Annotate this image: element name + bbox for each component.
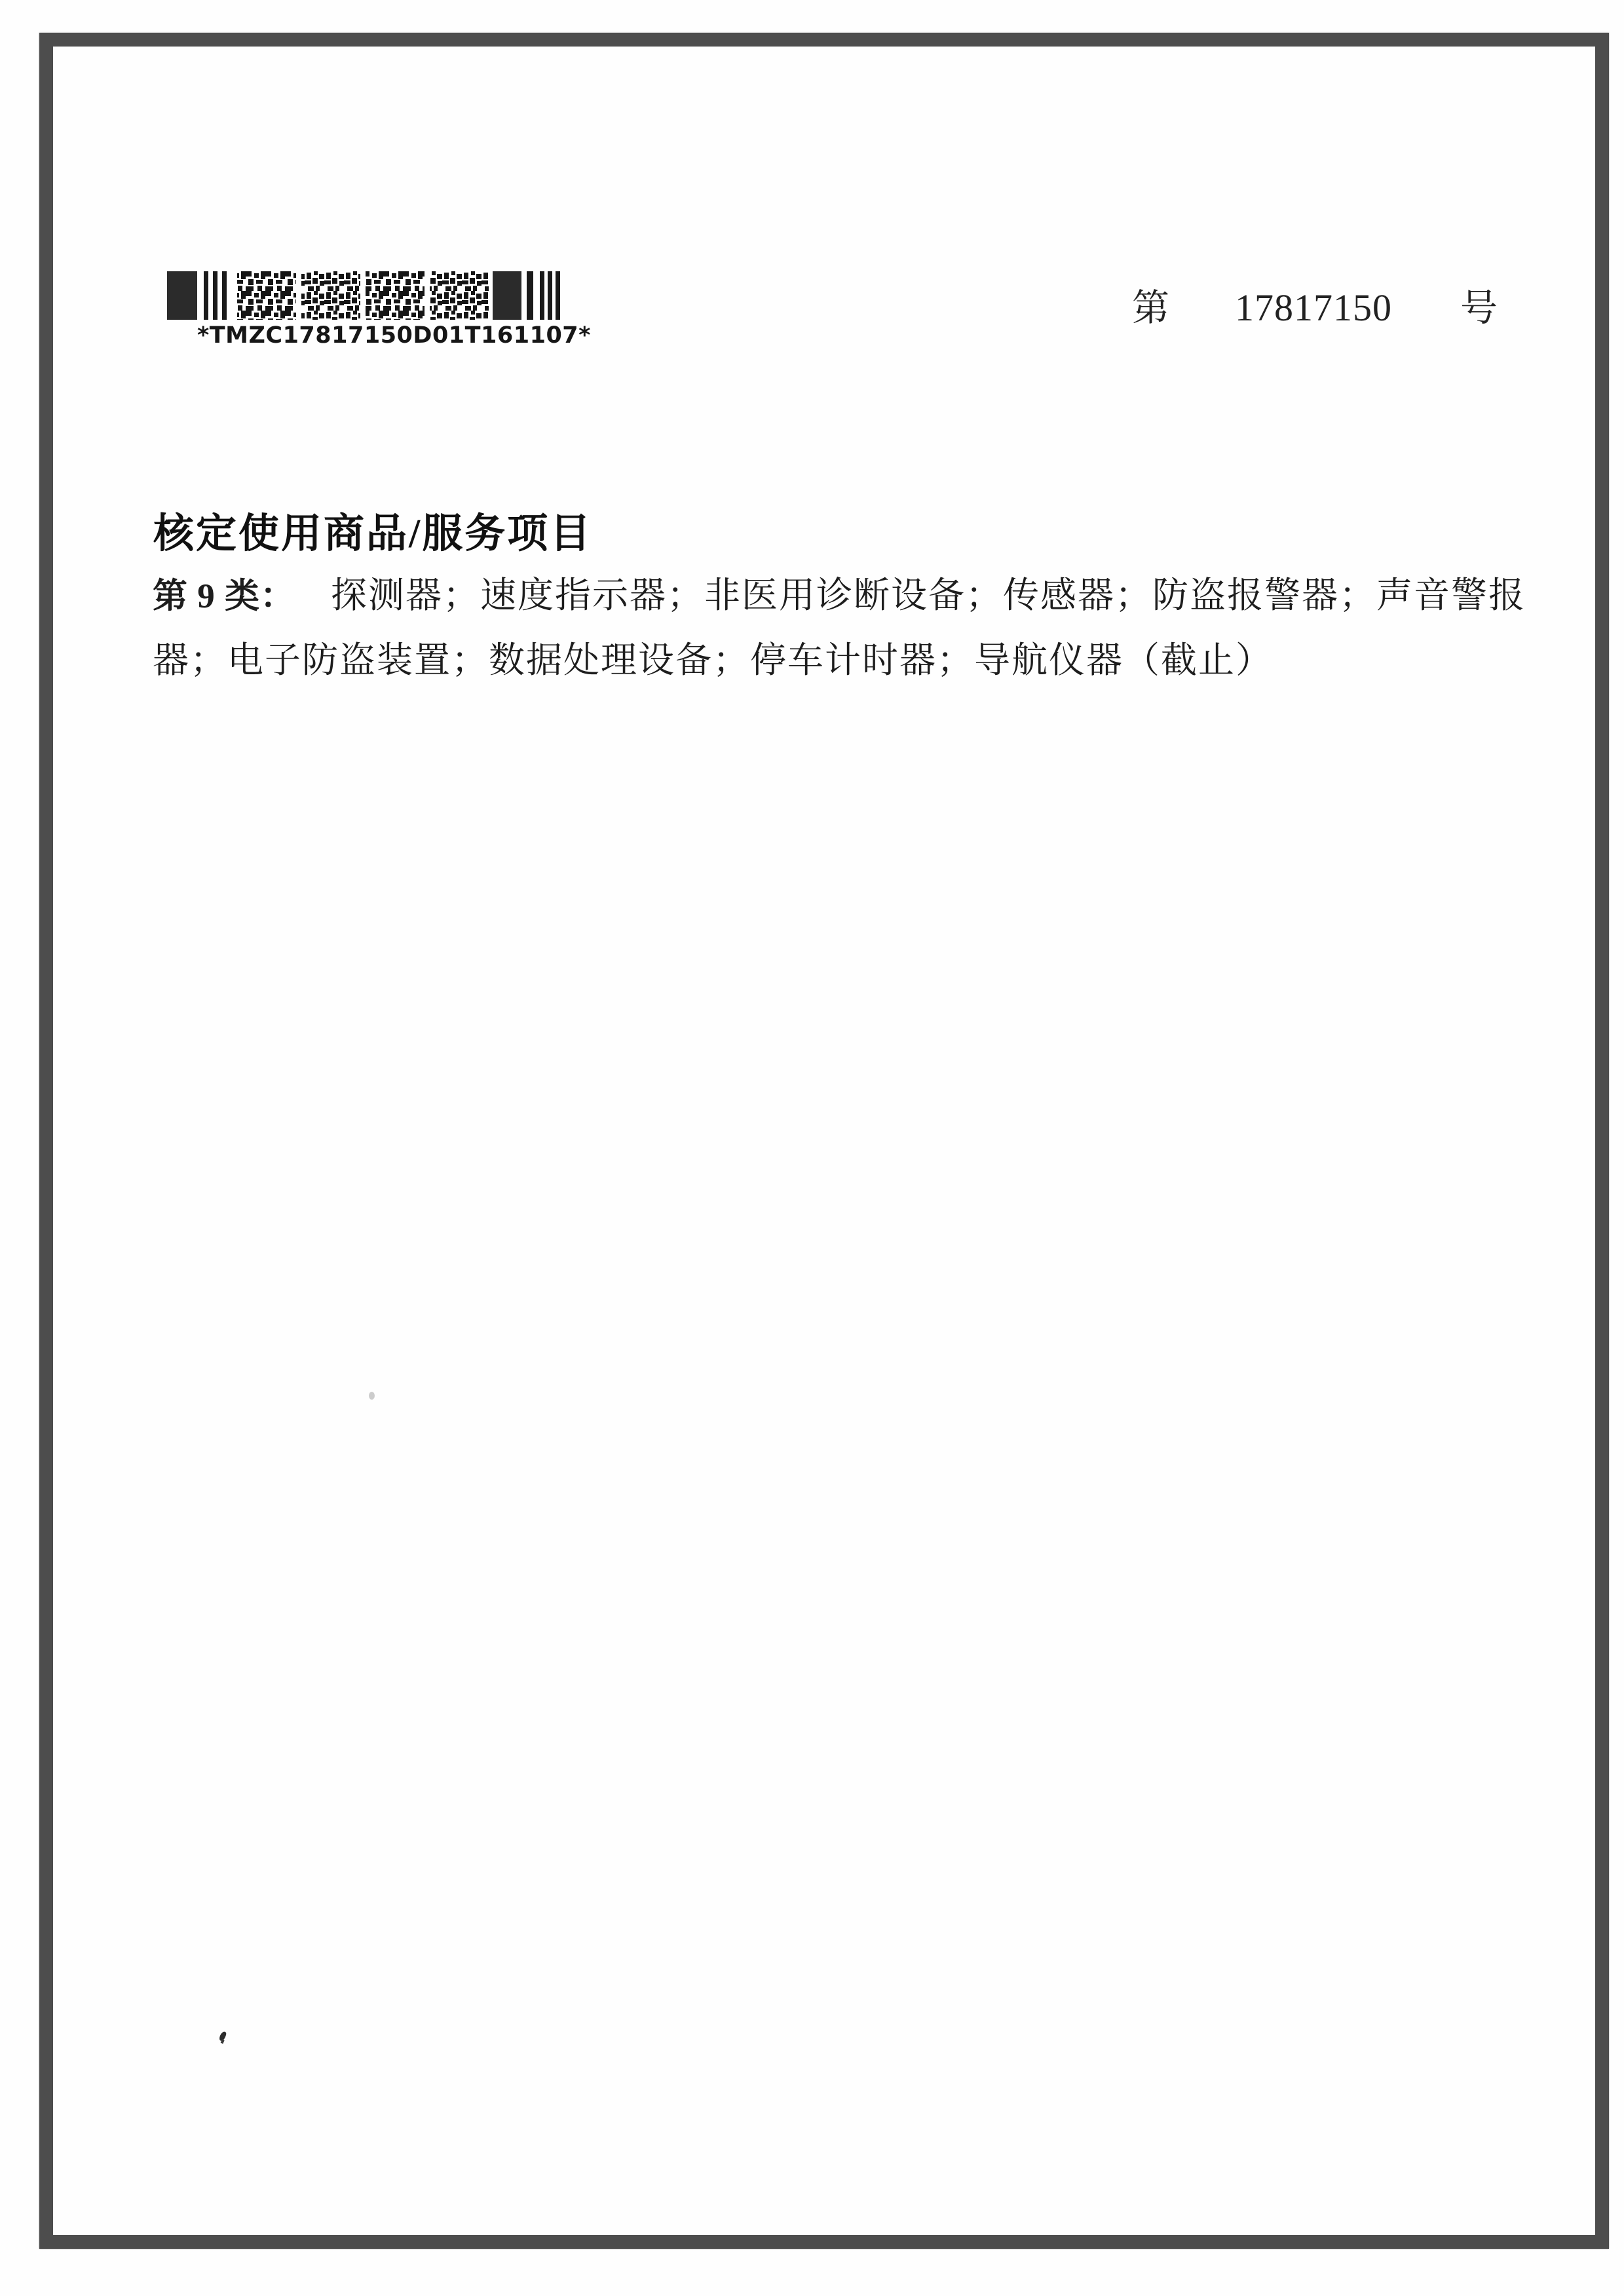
goods-line-1: [153, 564, 1526, 628]
class-label: 第 9 类：: [153, 577, 295, 615]
registration-suffix: 号: [1460, 288, 1498, 329]
page-border-frame: [39, 33, 1609, 2249]
registration-number-row: [1132, 278, 1498, 332]
section-heading: 核定使用商品/服务项目: [153, 512, 593, 556]
goods-line-1-text: 探测器；速度指示器；非医用诊断设备；传感器；防盗报警器；声音警报: [331, 575, 1526, 615]
registration-prefix: 第: [1132, 288, 1169, 329]
goods-line-2: 器；电子防盗装置；数据处理设备；停车计时器；导航仪器（截止）: [153, 640, 1274, 680]
scan-speck: [369, 1392, 375, 1400]
registration-number: 17817150: [1235, 286, 1392, 329]
barcode-caption: *TMZC17817150D01T161107*: [197, 322, 591, 349]
goods-list: [153, 564, 1526, 692]
barcode-image: [167, 271, 560, 320]
